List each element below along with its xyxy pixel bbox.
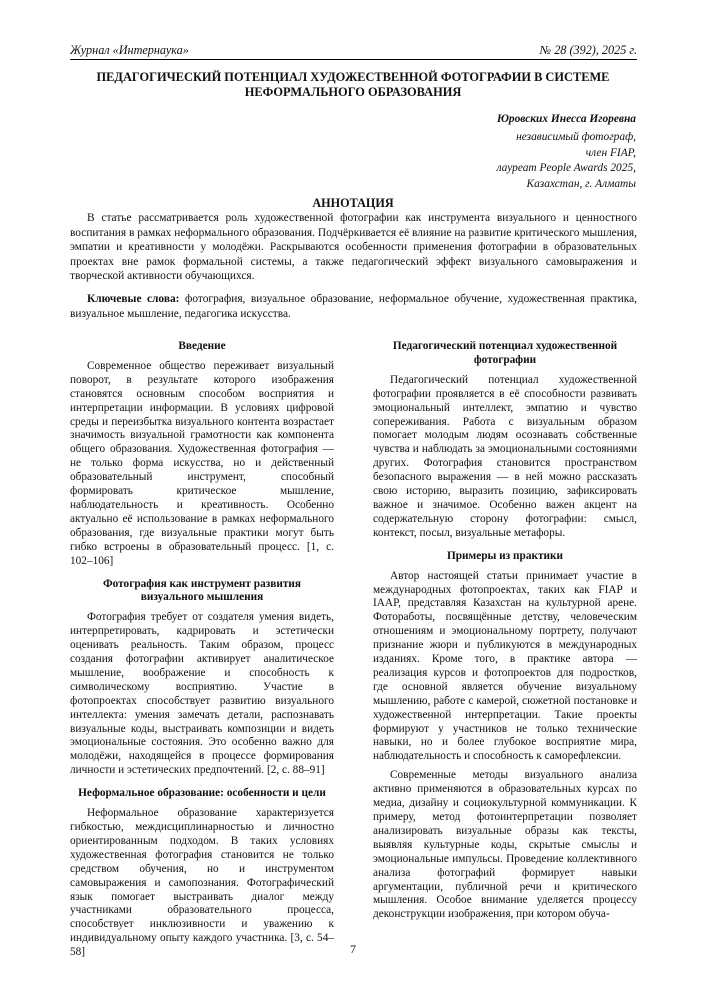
abstract-text: В статье рассматривается роль художественной фотографии как инструмента визуального и ценностного воспитания в рамках неформального образования. Подчёркивается её влияние на развитие критического мышления, эмпатии и креативности у молодёжи. Раскрываются особенности применения фотографии в образовательных проектах вне рамок формальной системы, а также педагогический эффект визуального самовыражения и творческой активности обучающихся. bbox=[70, 212, 637, 282]
author-affiliation-3: лауреат People Awards 2025, bbox=[496, 162, 636, 175]
author-block bbox=[497, 112, 636, 192]
paragraph-methods: Современные методы визуального анализа активно применяются в образовательных курсах по медиа, дизайну и социокультурной коммуникации. К примеру, метод фотоинтерпретации позволяет анализировать визуальные образы как тексты, выявляя культурные коды, скрытые смыслы и эмоциональные импульсы. Проведение коллективного анализа фотографий формирует навыки аргументации, публичной речи и критического мышления. Особое внимание уделяется процессу деконструкции изображения, при котором обуча- bbox=[373, 769, 637, 921]
author-affiliation-2: член FIAP, bbox=[585, 146, 636, 159]
page-number: 7 bbox=[350, 942, 356, 956]
issue-number: № 28 (392), 2025 г. bbox=[539, 43, 637, 57]
abstract-heading: АННОТАЦИЯ bbox=[312, 196, 394, 210]
paragraph-intro: Современное общество переживает визуальный поворот, в результате которого изображения становятся основным способом восприятия и интерпретации информации. В условиях цифровой среды и переизбытка визуального контента возрастает значимость визуальной грамотности как компонента общего образования. Художественная фотография — не только форма искусства, но и действенный образовательный инструмент, способный формировать критическое мышление, наблюдательность и креативность. Особенно актуально её использование в рамках неформального образования, где визуальные практики могут быть гибко встроены в образовательный процесс. [1, с. 102–106] bbox=[70, 359, 334, 567]
keywords bbox=[70, 292, 637, 321]
section-heading-practice: Примеры из практики bbox=[446, 549, 564, 562]
author-affiliation-1: независимый фотограф, bbox=[516, 131, 636, 144]
left-column bbox=[70, 340, 334, 965]
author-name: Юровских Инесса Игоревна bbox=[496, 113, 636, 125]
journal-name: Журнал «Интернаука» bbox=[70, 43, 189, 57]
article-title: ПЕДАГОГИЧЕСКИЙ ПОТЕНЦИАЛ ХУДОЖЕСТВЕННОЙ ФОТОГРАФИИ В СИСТЕМЕ НЕФОРМАЛЬНОГО ОБРАЗОВАНИЯ bbox=[96, 70, 610, 99]
keywords-text: фотография, визуальное образование, неформальное обучение, художественная практика, визуальное мышление, педагогика искусства. bbox=[70, 293, 637, 320]
section-heading-potential: Педагогический потенциал художественной фотографии bbox=[392, 340, 618, 366]
paragraph-visual-thinking: Фотография требует от создателя умения видеть, интерпретировать, кадрировать и эстетически оценивать реальность. Таким образом, процесс создания фотографии активирует аналитическое мышление, воображение и способность к символическому восприятию. Участие в фотопроектах способствует развитию визуального интеллекта: умения замечать детали, распознавать визуальные коды, выстраивать композиции и видеть эмоциональные состояния. Это особенно важно для молодёжи, находящейся в процессе формирования личности и эстетических предпочтений. [2, с. 88–91] bbox=[70, 611, 334, 777]
paragraph-potential: Педагогический потенциал художественной фотографии проявляется в её способности развивать эмоциональный интеллект, эмпатию и чувство сопереживания. Работа с визуальным образом помогает молодым людям осознавать собственные чувства и наблюдать за эмоциональными состояниями других. Фотография становится пространством безопасного выражения — в ней можно рассказать свою историю, выразить позицию, зафиксировать важное и значимое. Особенно важен акцент на содержательную сторону фотографии: смысл, контекст, посыл, визуальные метафоры. bbox=[373, 373, 637, 539]
paragraph-practice: Автор настоящей статьи принимает участие в международных фотопроектах, таких как FIAP и IAAP, представляя Казахстан на культурной арене. Фотоработы, посвящённые детству, человеческим отношениям и эмоциональному портрету, получают признание жюри и публикуются в международных изданиях. Кроме того, в практике автора — реализация курсов и фотопроектов для подростков, где основной является обучение визуальному мышлению, работе с камерой, сюжетной постановке и художественной интерпретации. Такие проекты формируют у участников не только технические навыки, но и более глубокое восприятие мира, наблюдательность и способность к саморефлексии. bbox=[373, 569, 637, 763]
paragraph-nonformal: Неформальное образование характеризуется гибкостью, междисциплинарностью и личностно ориентированным подходом. В таких условиях художественная фотография становится не только средством обучения, но и инструментом самовыражения и самопознания. Фотографический язык помогает выстраивать диалог между участниками образовательного процесса, способствует инклюзивности и уважению к индивидуальному опыту каждого участника. [3, с. 54–58] bbox=[70, 807, 334, 959]
right-column bbox=[373, 340, 637, 927]
section-heading-nonformal: Неформальное образование: особенности и цели bbox=[78, 787, 326, 800]
section-heading-visual-thinking: Фотография как инструмент развития визуального мышления bbox=[102, 577, 302, 604]
keywords-label: Ключевые слова: bbox=[87, 293, 180, 305]
author-affiliation-4: Казахстан, г. Алматы bbox=[526, 177, 636, 190]
section-heading-intro: Введение bbox=[178, 340, 226, 352]
running-header bbox=[70, 43, 637, 60]
